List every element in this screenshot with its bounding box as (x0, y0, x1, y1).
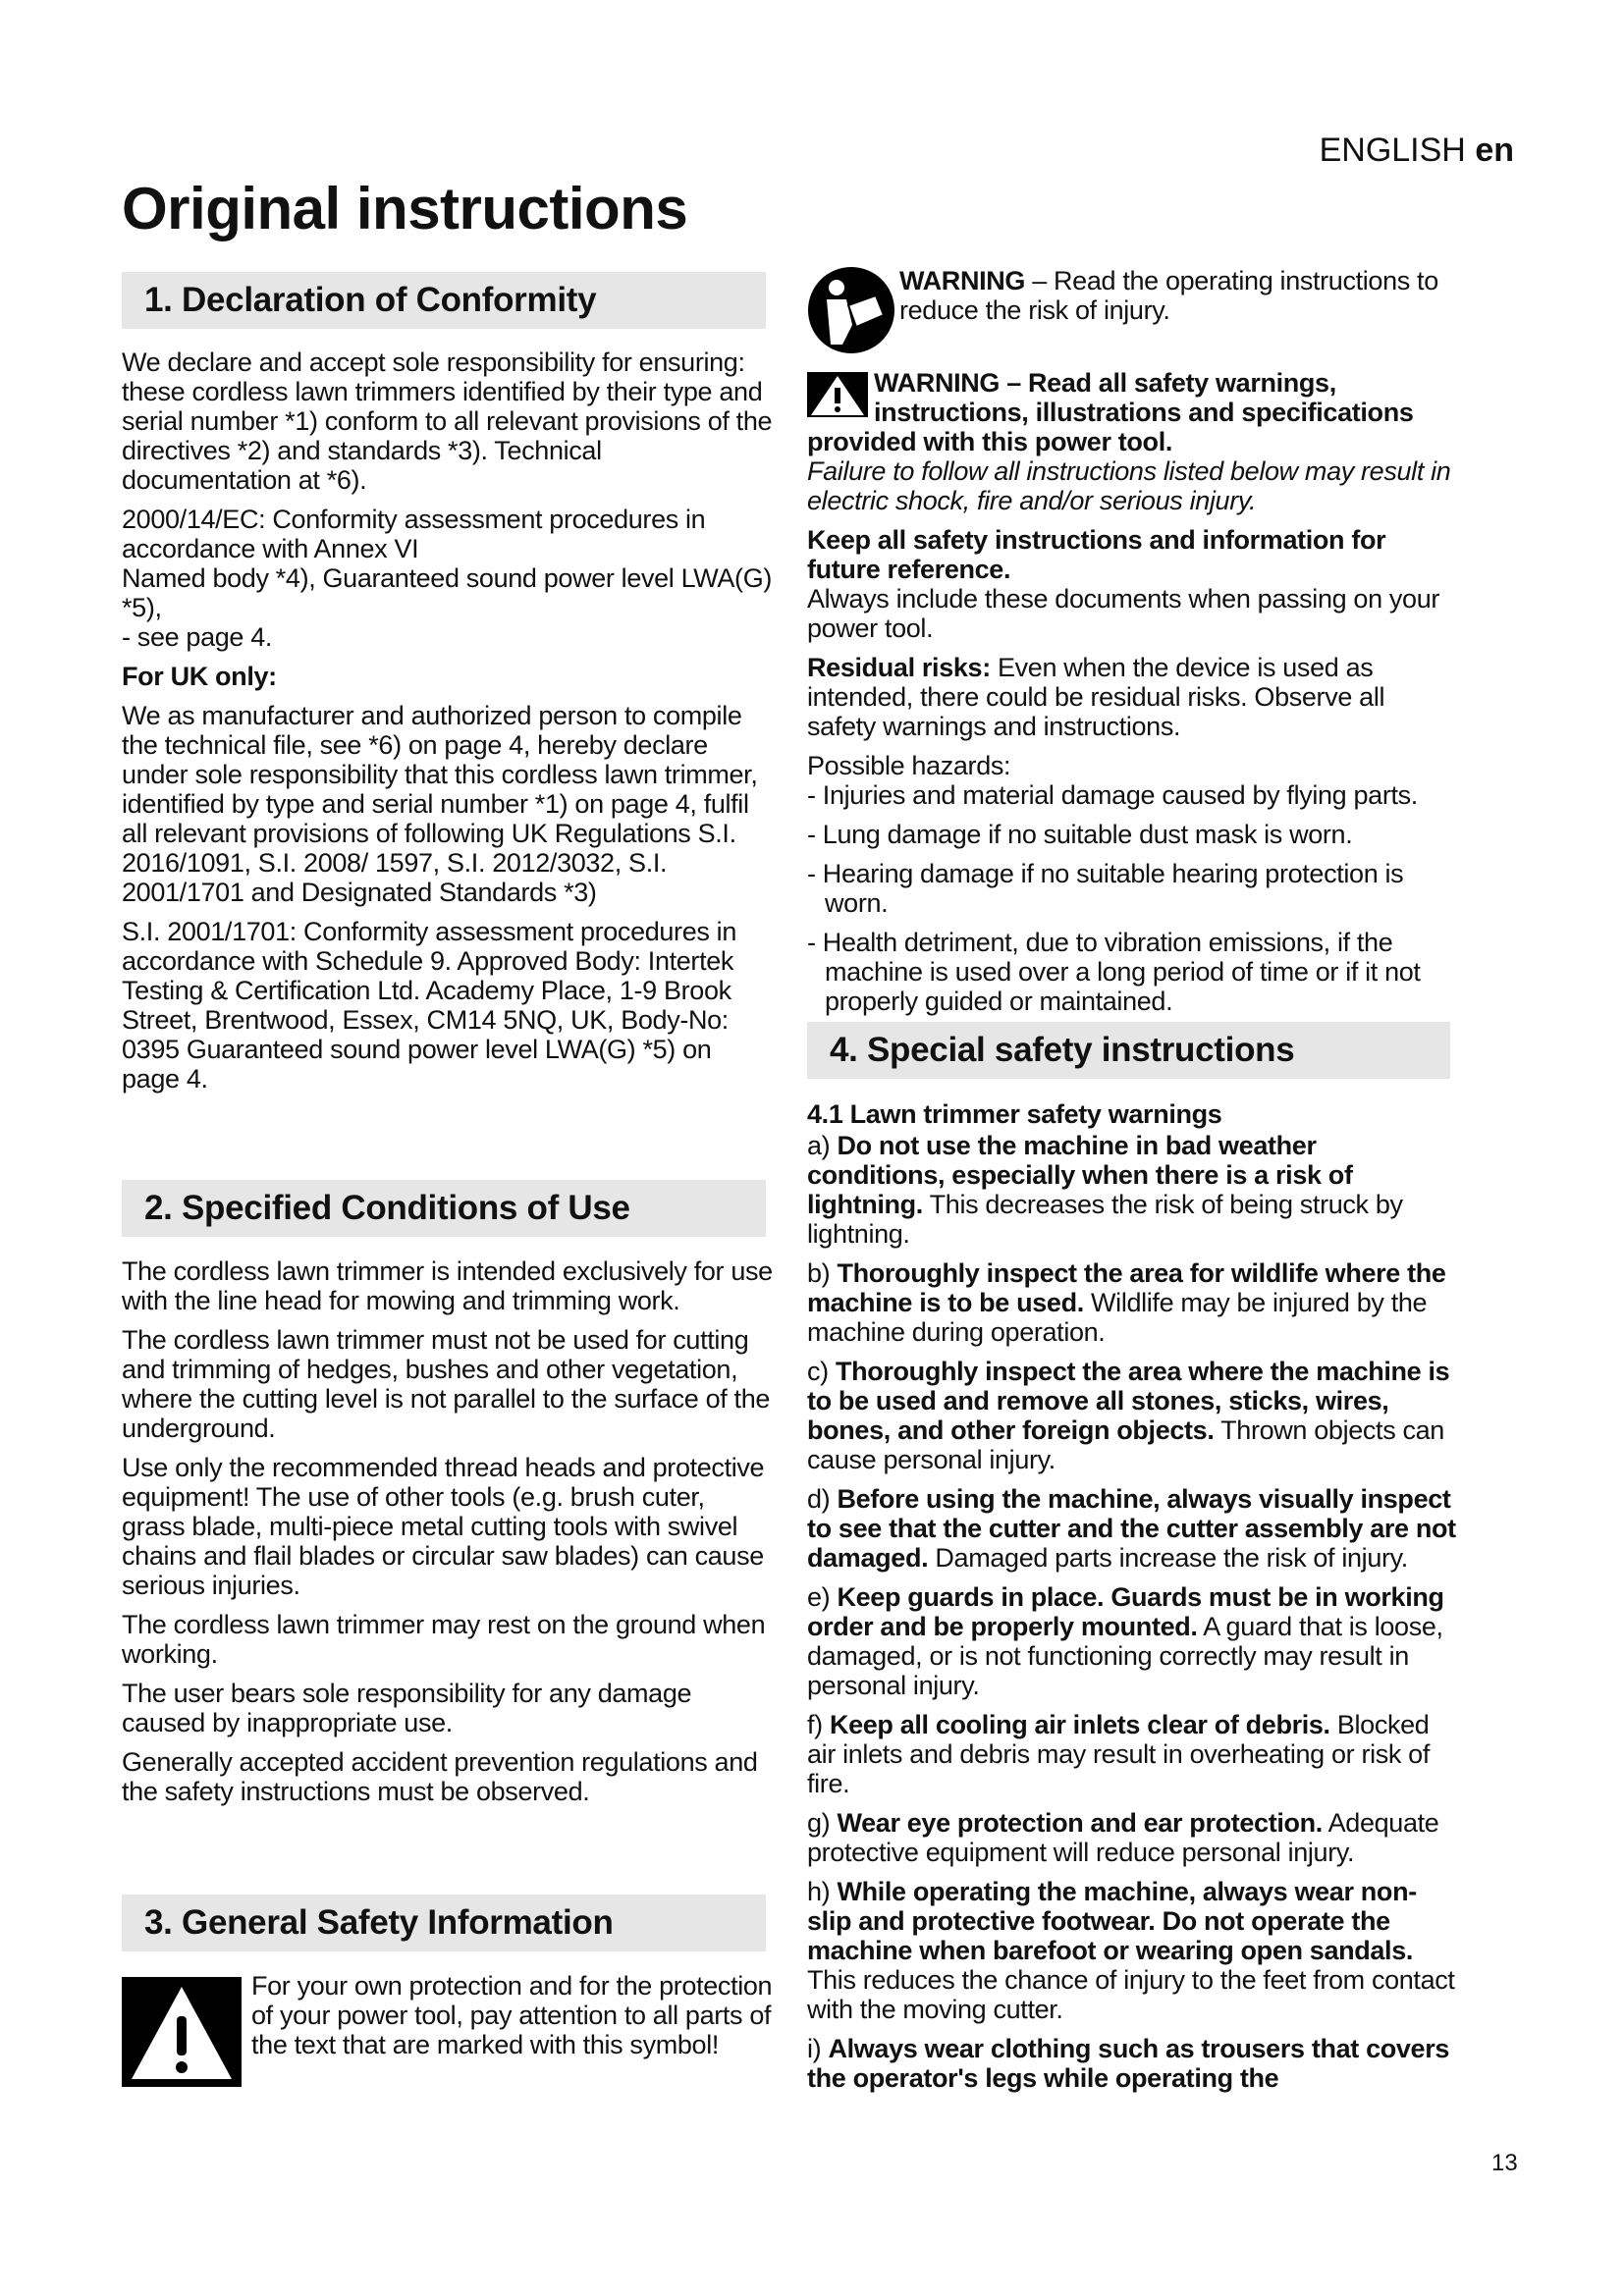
hazard-item: - Injuries and material damage caused by flying parts. (807, 780, 1418, 810)
declaration-body: We declare and accept sole responsibility for ensuring: these cordless lawn trimmers identified by their type and serial number *1) conform to all relevant provisions of the directives *2) and standards *3). Technical documentation at *6). 2000/14/EC: Conformity assessment procedures in accordance with Annex VI Named body *4), Guaranteed sound power level LWA(G) *5), - see page 4. For UK only: We as manufacturer and authorized person to compile the technical file, see *6) on page 4, hereby declare under sole responsibility that this cordless lawn trimmer, identified by type and serial number *1) on page 4, fulfil all relevant provisions of following UK Regulations S.I. 2016/1091, S.I. 2008/ 1597, S.I. 2012/3032, S.I. 2001/1701 and Designated Standards *3) S.I. 2001/1701: Conformity assessment procedures in accordance with Schedule 9. Approved Body: Intertek Testing & Certification Ltd. Academy Place, 1-9 Brook Street, Brentwood, Essex, CM14 5NQ, UK, Body-No: 0395 Guaranteed sound power level LWA(G) *5) on page 4. (122, 347, 773, 1094)
safety-warning-item: f) Keep all cooling air inlets clear of debris. Blocked air inlets and debris may result in overheating or risk of fire. (807, 1710, 1431, 1798)
section-heading-declaration: 1. Declaration of Conformity (122, 272, 766, 329)
safety-warning-list (807, 1131, 1460, 2093)
page-number: 13 (1491, 2150, 1518, 2176)
language-label: ENGLISH en (1319, 132, 1514, 169)
safety-warning-item: c) Thoroughly inspect the area where the machine is to be used and remove all stones, sticks, wires, bones, and other foreign objects. Thrown objects can cause personal injury. (807, 1357, 1450, 1474)
section-heading-general-safety: 3. General Safety Information (122, 1895, 766, 1951)
warning-triangle-icon (807, 372, 868, 417)
safety-warning-item: d) Before using the machine, always visually inspect to see that the cutter and the cutter assembly are not damaged. Damaged parts increase the risk of injury. (807, 1484, 1456, 1573)
read-manual-icon (807, 266, 895, 354)
page-title: Original instructions (122, 176, 688, 241)
hazard-item: - Health detriment, due to vibration emissions, if the machine is used over a long period of time or if it not properly guided or maintained. (807, 928, 1421, 1016)
hazard-item: - Lung damage if no suitable dust mask is worn. (807, 820, 1353, 849)
safety-warning-item: g) Wear eye protection and ear protection. Adequate protective equipment will reduce personal injury. (807, 1808, 1439, 1867)
general-safety-note: For your own protection and for the protection of your power tool, pay attention to all parts of the text that are marked with this symbol! (122, 1971, 775, 2087)
safety-warning-item: i) Always wear clothing such as trousers that covers the operator's legs while operating the (807, 2034, 1450, 2093)
safety-warning-item: a) Do not use the machine in bad weather conditions, especially when there is a risk of lightning. This decreases the risk of being struck by lightning. (807, 1131, 1403, 1249)
safety-warning-item: e) Keep guards in place. Guards must be in working order and be properly mounted. A guard that is loose, damaged, or is not functioning correctly may result in personal injury. (807, 1582, 1444, 1700)
section-heading-conditions: 2. Specified Conditions of Use (122, 1180, 766, 1237)
safety-warning-item: h) While operating the machine, always wear non-slip and protective footwear. Do not operate the machine when barefoot or wearing open sandals. This reduces the chance of injury to the feet from contact with the moving cutter. (807, 1877, 1455, 2024)
right-column: WARNING – Read the operating instructions to reduce the risk of injury. WARNING – Read all safety warnings, instructions, illustrations and specifications provided with this power tool. Failure to follow all instructions listed below may result in electric shock, fire and/or serious injury. Keep all safety instructions and information for future reference. Always include these documents when passing on your power tool. Residual risks: Even when the device is used as intended, there could be residual risks. Observe all safety warnings and instructions. Possible hazards: - Injuries and material damage caused by flying parts. - Lung damage if no suitable dust mask is worn. - Hearing damage if no suitable hearing protection is worn. - Health detriment, due to vibration emissions, if the machine is used over a long period of time or if it not properly guided or maintained. (807, 266, 1460, 1026)
hazard-item: - Hearing damage if no suitable hearing protection is worn. (807, 859, 1404, 918)
warning-block: WARNING – Read all safety warnings, instructions, illustrations and specifications provided with this power tool. Failure to follow all instructions listed below may result in electric shock, fire and/or serious injury. (807, 368, 1451, 515)
special-safety-body: 4.1 Lawn trimmer safety warnings a) Do not use the machine in bad weather conditions, especially when there is a risk of lightning. This decreases the risk of being struck by lightning. b) Thoroughly inspect the area for wildlife where the machine is to be used. Wildlife may be injured by the machine during operation. c) Thoroughly inspect the area where the machine is to be used and remove all stones, sticks, wires, bones, and other foreign objects. Thrown objects can cause personal injury. d) Before using the machine, always visually inspect to see that the cutter and the cutter assembly are not damaged. Damaged parts increase the risk of injury. e) Keep guards in place. Guards must be in working order and be properly mounted. A guard that is loose, damaged, or is not functioning correctly may result in personal injury. f) Keep all cooling air inlets clear of debris. Blocked air inlets and debris may result in overheating or risk of fire. g) Wear eye protection and ear protection. Adequate protective equipment will reduce personal injury. h) While operating the machine, always wear non-slip and protective footwear. Do not operate the machine when barefoot or wearing open sandals. This reduces the chance of injury to the feet from contact with the moving cutter. i) Always wear clothing such as trousers that covers the operator's legs while operating the (807, 1099, 1460, 2103)
conditions-body: The cordless lawn trimmer is intended exclusively for use with the line head for mowing and trimming work. The cordless lawn trimmer must not be used for cutting and trimming of hedges, bushes and other vegetation, where the cutting level is not parallel to the surface of the underground. Use only the recommended thread heads and protective equipment! The use of other tools (e.g. brush cuter, grass blade, multi-piece metal cutting tools with swivel chains and flail blades or circular saw blades) can cause serious injuries. The cordless lawn trimmer may rest on the ground when working. The user bears sole responsibility for any damage caused by inappropriate use. Generally accepted accident prevention regulations and the safety instructions must be observed. (122, 1256, 773, 1806)
warning-triangle-icon (122, 1977, 242, 2087)
section-heading-special-safety: 4. Special safety instructions (807, 1022, 1450, 1079)
safety-warning-item: b) Thoroughly inspect the area for wildlife where the machine is to be used. Wildlife may be injured by the machine during operation. (807, 1258, 1446, 1347)
